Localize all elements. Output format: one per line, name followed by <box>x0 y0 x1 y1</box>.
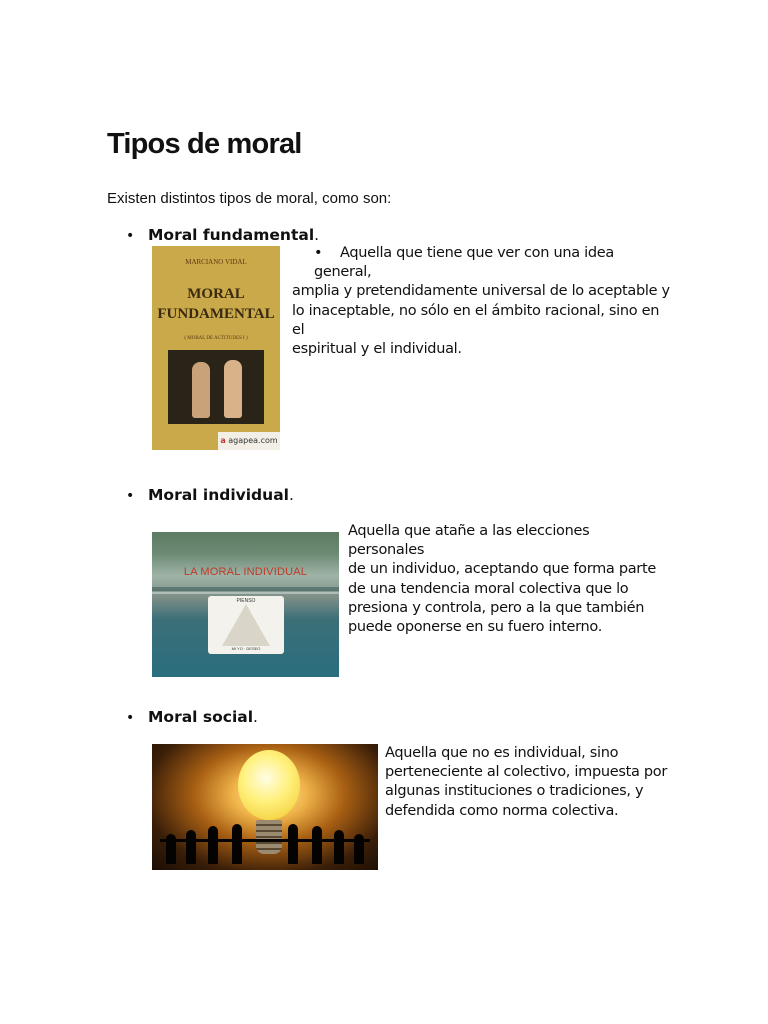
book-title: MORAL FUNDAMENTAL <box>157 286 275 322</box>
agapea-logo-icon: a <box>220 436 226 445</box>
description-moral-social: Aquella que no es individual, sino perteneciente al colectivo, impuesta por algunas instituciones o tradiciones, y defendida como norma colectiva. <box>385 745 668 819</box>
publisher-badge: a agapea.com <box>218 432 280 450</box>
page-title: Tipos de moral <box>107 128 302 160</box>
list-item-moral-fundamental: • Moral fundamental. <box>126 226 320 244</box>
lightbulb-people-image <box>152 744 378 870</box>
figure-eve <box>224 360 242 418</box>
list-item-moral-individual: • Moral individual. <box>126 486 294 504</box>
book-author: MARCIANO VIDAL <box>185 258 247 266</box>
bullet-icon: • <box>126 710 135 726</box>
item-label: Moral fundamental <box>148 226 315 244</box>
adam-eve-painting <box>168 350 264 424</box>
book-subtitle: ( MORAL DE ACTITUDES I ) <box>184 336 248 341</box>
bullet-icon: • <box>126 488 135 504</box>
item-label: Moral individual <box>148 486 289 504</box>
lightbulb-icon <box>238 750 300 820</box>
diagram-panel: PIENSO MI YO · DESEO <box>208 596 284 654</box>
description-moral-fundamental: • Aquella que tiene que ver con una idea general, amplia y pretendidamente universal de lo aceptable y lo inaceptable, no sólo en el ámbito racional, sino en el espiritual y el individual. <box>292 245 670 358</box>
bullet-icon: • <box>126 228 135 244</box>
description-moral-individual: Aquella que atañe a las elecciones personales de un individuo, aceptando que forma parte de una tendencia moral colectiva que lo presiona y controla, pero a la que también puede oponerse en su fuero interno. <box>348 523 656 636</box>
image-title: LA MORAL INDIVIDUAL <box>183 566 308 578</box>
triangle-diagram-icon <box>222 604 270 646</box>
people-holding-hands <box>152 822 378 864</box>
figure-adam <box>192 362 210 418</box>
moral-individual-image <box>152 532 339 677</box>
list-item-moral-social: • Moral social. <box>126 708 258 726</box>
item-label: Moral social <box>148 708 254 726</box>
intro-text: Existen distintos tipos de moral, como son: <box>107 190 392 207</box>
book-cover-image <box>152 246 280 450</box>
sub-bullet-icon: • <box>314 245 323 261</box>
